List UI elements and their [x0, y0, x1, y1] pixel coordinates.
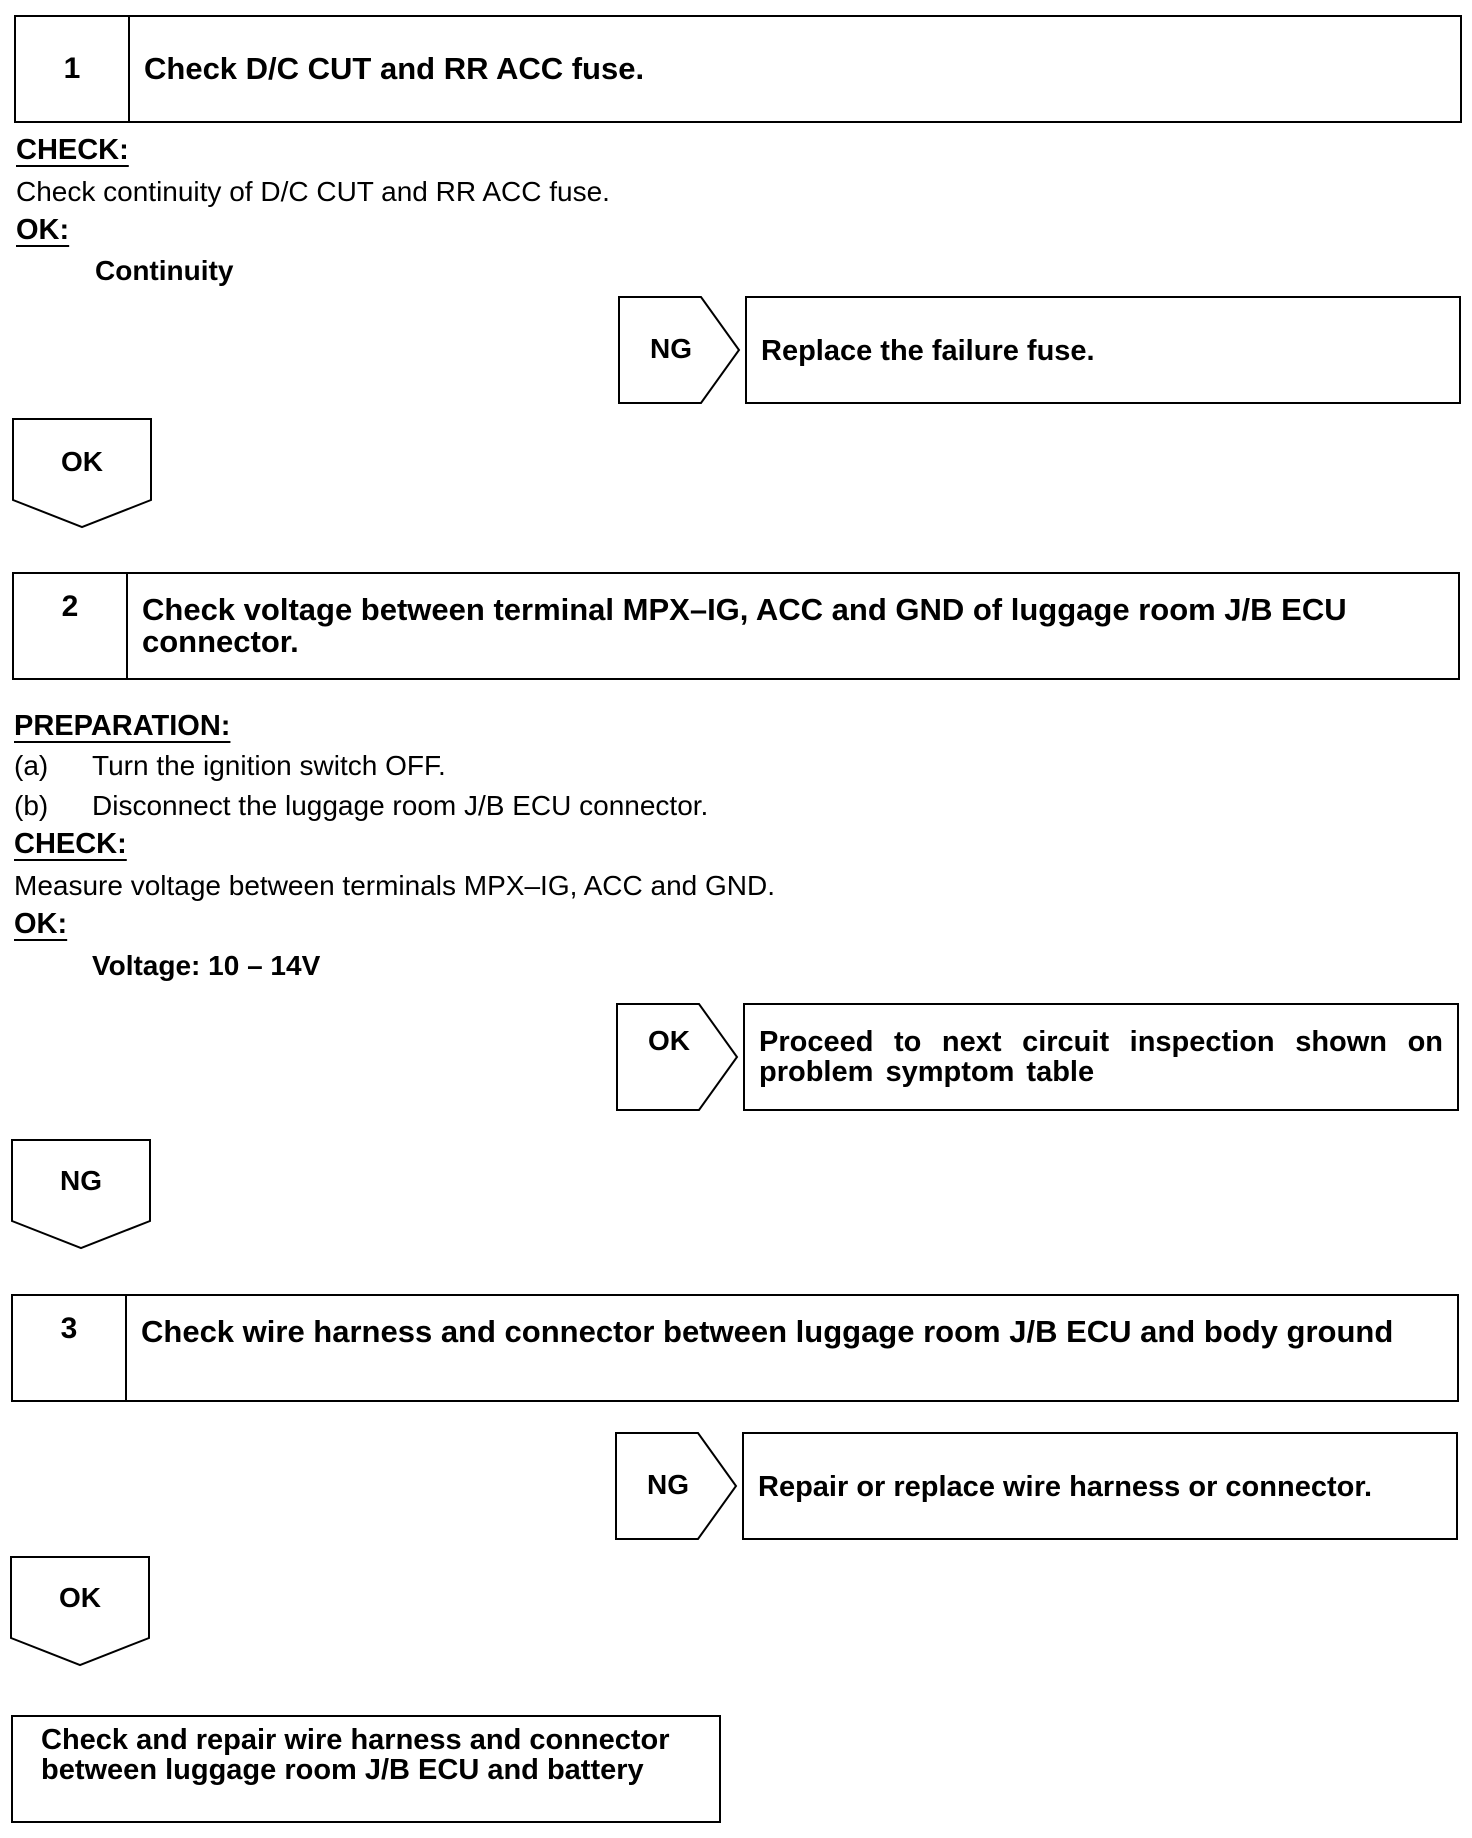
step-title: Check wire harness and connector between luggage room J/B ECU and body ground	[141, 1314, 1394, 1349]
check-heading: CHECK:	[14, 828, 127, 860]
ng-action-box	[742, 1432, 1458, 1540]
ok-heading: OK:	[16, 214, 70, 246]
ok-value: Continuity	[95, 255, 234, 286]
prep-marker-b: (b)	[14, 790, 49, 821]
final-action-text: Check and repair wire harness and connector between luggage room J/B ECU and battery	[41, 1724, 670, 1786]
ok-action-text: Proceed to next circuit inspection shown on problem symptom table	[759, 1026, 1443, 1088]
check-heading: CHECK:	[16, 134, 129, 166]
right-arrow-shape	[616, 1003, 738, 1111]
ng-arrow	[615, 1432, 737, 1540]
ok-value: Voltage: 10 – 14V	[92, 950, 321, 981]
ok-down-arrow	[10, 1556, 150, 1666]
ok-arrow	[616, 1003, 738, 1111]
step-number: 1	[16, 17, 130, 121]
ng-arrow	[618, 296, 740, 404]
prep-item-b: Disconnect the luggage room J/B ECU connector.	[92, 790, 709, 821]
arrow-label: OK	[61, 446, 103, 477]
step-title: Check voltage between terminal MPX–IG, ACC and GND of luggage room J/B ECU connector.	[142, 592, 1347, 659]
arrow-label: OK	[59, 1582, 101, 1613]
ok-down-arrow	[12, 418, 152, 528]
ok-action-box	[743, 1003, 1459, 1111]
step-3-header	[11, 1294, 1459, 1402]
ng-down-arrow	[11, 1139, 151, 1249]
ok-heading: OK:	[14, 908, 68, 940]
step-1-header	[14, 15, 1462, 123]
preparation-heading: PREPARATION:	[14, 710, 231, 742]
check-text: Measure voltage between terminals MPX–IG, ACC and GND.	[14, 870, 776, 901]
prep-item-a: Turn the ignition switch OFF.	[92, 750, 446, 781]
ng-action-text: Repair or replace wire harness or connector.	[758, 1471, 1373, 1503]
arrow-label: NG	[60, 1165, 102, 1196]
step-number: 3	[13, 1296, 127, 1400]
step-2-header	[12, 572, 1460, 680]
arrow-label: NG	[647, 1469, 689, 1500]
arrow-label: NG	[650, 333, 692, 364]
final-action-box	[11, 1715, 721, 1823]
step-title: Check D/C CUT and RR ACC fuse.	[144, 51, 645, 86]
ng-action-text: Replace the failure fuse.	[761, 335, 1095, 367]
arrow-label: OK	[648, 1025, 690, 1056]
ng-action-box	[745, 296, 1461, 404]
check-text: Check continuity of D/C CUT and RR ACC fuse.	[16, 176, 610, 207]
step-number: 2	[14, 574, 128, 678]
prep-marker-a: (a)	[14, 750, 49, 781]
